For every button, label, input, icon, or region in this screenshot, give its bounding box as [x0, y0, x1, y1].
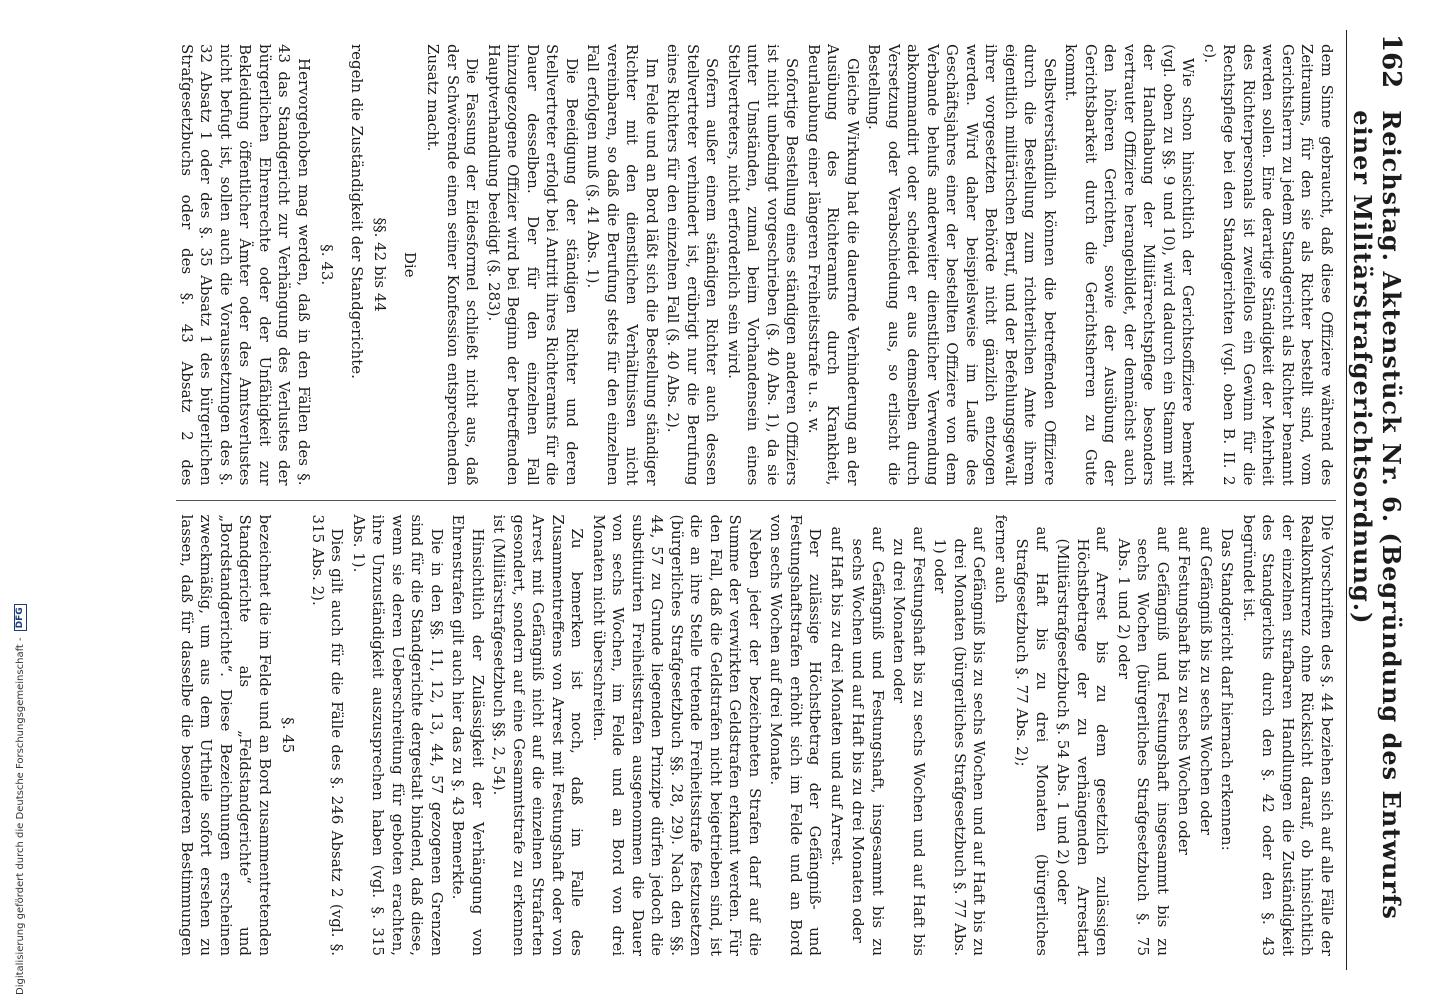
- digitization-credit: [14, 604, 27, 995]
- paragraph: Die Beeidigung der ständigen Richter und deren Stellvertreter erfolgt bei Antritt ihres Richteramts für die Dauer desselben. Der für den einzelnen Fall hinzugezogene Offizier wird bei Beginn der betreffenden Hauptverhandlung beeidigt (§. 283).: [485, 44, 581, 486]
- list-item: auf Gefängniß und Festungshaft insgesammt bis zu sechs Wochen (bürgerliches Strafgesetzbuch §. 75 Abs. 1 und 2) oder: [1115, 526, 1172, 956]
- paragraph: Hinsichtlich der Zulässigkeit der Verhängung von Ehrenstrafen gilt auch hier das zu §. 43 Bemerkte.: [449, 514, 487, 956]
- list-item: auf Arrest bis zu dem gesetzlich zulässigen Höchstbetrage der zu verhängenden Arrestart (Militärstrafgesetzbuch §. 54 Abs. 1 und 2) oder: [1054, 526, 1112, 956]
- section-heading: §§. 42 bis 44: [371, 217, 390, 312]
- page-title: Reichstag. Aktenstück Nr. 6. (Begründung des Entwurfs einer Militärstrafgerichtsordnung.): [1348, 110, 1406, 920]
- list-item: auf Haft bis zu drei Monaten und auf Arrest.: [828, 526, 846, 866]
- right-column: [176, 501, 1336, 971]
- paragraph: Wie schon hinsichtlich der Gerichtsoffiziere bemerkt (vgl. oben zu §§. 9 und 10), wird dadurch ein Stamm mit der Handhabung der Militärrechtspflege besonders vertrauter Offiziere herangebildet, der demnächst auch den höheren Gerichten, sowie der Ausübung der Gerichtsbarkeit durch die Gerichtsherren zu Gute kommt.: [1062, 44, 1198, 486]
- section-lead: Die: [401, 251, 419, 278]
- paragraph: Sofortige Bestellung eines ständigen anderen Offiziers ist nicht unbedingt vorgeschrieben (§. 40 Abs. 1), da sie unter Umständen, zumal beim Vorhandensein eines Stellvertreters, nicht erforderlich sein wird.: [725, 44, 802, 486]
- text-columns: [176, 30, 1336, 970]
- list-item: auf Haft bis zu drei Monaten (bürgerliches Strafgesetzbuch §. 77 Abs. 2);: [1013, 526, 1051, 956]
- list-item: auf Gefängniß bis zu sechs Wochen oder: [1197, 526, 1215, 836]
- page-number: 162: [1376, 34, 1406, 89]
- paragraph: bezeichnet die im Felde und an Bord zusammentretenden Standgerichte als „Feldstandgerichte“ und „Bordstandgerichte“. Diese Bezeichnungen erscheinen zweckmäßig, um aus dem Urtheile sofort ersehen zu lassen, daß für dasselbe die besonderen Bestimmungen: [178, 514, 274, 956]
- paragraph: regeln die Zuständigkeit der Standgerichte.: [348, 44, 366, 379]
- dfg-logo: DFG: [14, 604, 27, 631]
- left-column: [176, 30, 1336, 500]
- paragraph: Sofern außer einem ständigen Richter auch dessen Stellvertreter verhindert ist, erübrigt nur die Berufung eines Richters für den einzelnen Fall (§. 40 Abs. 2).: [664, 44, 722, 486]
- paragraph: ferner auch: [992, 514, 1010, 604]
- paragraph: Die Fassung der Eidesformel schließt nicht aus, daß der Schwörende einen seiner Konfession entsprechenden Zusatz macht.: [424, 44, 482, 486]
- credit-text: Digitalisierung gefördert durch die Deutsche Forschungsgemeinschaft -: [15, 637, 26, 995]
- list-item: auf Festungshaft bis zu sechs Wochen und auf Haft bis zu drei Monaten oder: [890, 526, 928, 956]
- paragraph: Im Felde und an Bord läßt sich die Bestellung ständiger Richter mit den dienstlichen Verhältnissen nicht vereinbaren, so daß die Berufung stets für den einzelnen Fall erfolgen muß (§. 41 Abs. 1).: [584, 44, 661, 486]
- paragraph: Gleiche Wirkung hat die dauernde Verhinderung an der Ausübung des Richteramts durch Krankheit, Beurlaubung einer längeren Freiheitsstrafe u. s. w.: [805, 44, 862, 486]
- paragraph: Selbstverständlich können die betreffenden Offiziere durch die Bestellung zum richterlichen Amte ihrem eigentlich militärischen Beruf, und der Befehlungsgewalt ihrer vorgesetzten Behörde nicht gänzlich entzogen werden. Wird daher beispielsweise im Laufe des Geschäftsjahres einer der bestellten Offiziere von dem Verbande behufs anderweiter dienstlicher Verwendung abkommandirt oder scheidet er aus demselben durch Versetzung oder Verabschiedung aus, so erlischt die Bestellung.: [865, 44, 1059, 486]
- paragraph: Dies gilt auch für die Fälle des §. 246 Absatz 2 (vgl. §. 315 Abs. 2).: [309, 514, 347, 956]
- paragraph: Neben jeder der bezeichneten Strafen darf auf die Summe der verwirkten Geldstrafen erkannt werden. Für den Fall, daß die Geldstrafen nicht beigetrieben sind, ist die an ihre Stelle tretende Freiheitsstrafe festzusetzen (bürgerliches Strafgesetzbuch §§. 28, 29). Nach den §§. 44, 57 zu Grunde liegenden Prinzipe dürfen jedoch die substituirten Freiheitsstrafen ausgenommen die Dauer von sechs Wochen, im Felde und an Bord von drei Monaten nicht überschreiten.: [590, 514, 764, 956]
- paragraph: Die Vorschriften des §. 44 beziehen sich auf alle Fälle der Realkonkurrenz ohne Rücksicht darauf, ob hinsichtlich der einzelnen strafbaren Handlungen die Zuständigkeit des Standgerichts durch den §. 42 oder den §. 43 begründet ist.: [1240, 514, 1336, 956]
- page-header: [1346, 30, 1406, 970]
- paragraph: Der zulässige Höchstbetrag der Gefängniß- und Festungshaftstrafen erhöht sich im Felde und an Bord von sechs Wochen auf drei Monate.: [767, 514, 825, 956]
- paragraph: Zu bemerken ist noch, daß im Falle des Zusammentreffens von Arrest mit Festungshaft oder von Arrest mit Gefängniß nicht auf die einzelnen Strafarten gesondert, sondern auf eine Gesammtstrafe zu erkennen ist (Militärstrafgesetzbuch §§. 2, 54).: [490, 514, 587, 956]
- list-item: auf Festungshaft bis zu sechs Wochen oder: [1175, 526, 1194, 855]
- paragraph: Die in den §§. 11, 12, 13, 44, 57 gezogenen Grenzen sind für die Standgerichte dergestalt bindend, daß diese, wenn sie deren Ueberschreitung für geboten erachten, ihre Unzuständigkeit auszusprechen haben (vgl. §. 315 Abs. 1).: [350, 514, 446, 956]
- list-item: auf Gefängniß bis zu sechs Wochen und auf Haft bis zu drei Monaten (bürgerliches Strafgesetzbuch §. 77 Abs. 1) oder: [931, 526, 989, 956]
- paragraph: dem Sinne gebraucht, daß diese Offiziere während des Zeitraums, für den sie als Richter bestellt sind, vom Gerichtsherrn zu jedem Standgericht als Richter benannt werden sollen. Eine derartige Ständigkeit der Mehrheit des Richterpersonals ist zweifellos ein Gewinn für die Rechtspflege bei den Standgerichten (vgl. oben B. II. 2 c).: [1201, 44, 1336, 486]
- section-heading: §. 45: [279, 717, 298, 754]
- list-item: auf Gefängniß und Festungshaft, insgesammt bis zu sechs Wochen und auf Haft bis zu drei Monaten oder: [849, 526, 887, 956]
- paragraph: Das Standgericht darf hiernach erkennen:: [1218, 528, 1237, 851]
- section-heading: §. 43.: [318, 244, 337, 286]
- paragraph: Hervorgehoben mag werden, daß in den Fällen des §. 43 das Standgericht zur Verhängung des Verlustes der bürgerlichen Ehrenrechte oder der Unfähigkeit zur Bekleidung öffentlicher Ämter oder des Amtsverlustes nicht befugt ist, sollen auch die Voraussetzungen des §. 32 Absatz 1 oder des §. 35 Absatz 1 des bürgerlichen Strafgesetzbuchs oder des §. 43 Absatz 2 des: [178, 44, 313, 486]
